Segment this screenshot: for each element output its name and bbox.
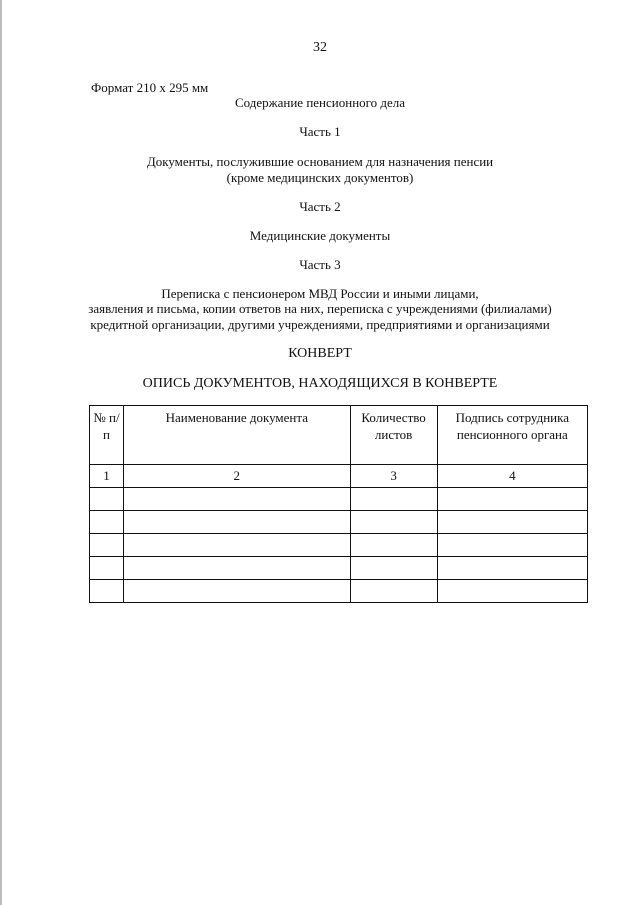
table-row	[90, 488, 588, 511]
table-cell	[124, 557, 350, 580]
table-row	[90, 534, 588, 557]
format-label: Формат 210 х 295 мм	[91, 80, 209, 95]
table-cell	[350, 534, 437, 557]
table-cell	[437, 534, 587, 557]
table-row	[90, 557, 588, 580]
table-cell	[90, 488, 124, 511]
table-cell	[90, 580, 124, 603]
part1-title: Часть 1	[299, 124, 341, 139]
column-number: 3	[350, 465, 437, 488]
table-cell	[350, 511, 437, 534]
table-header-row	[90, 406, 588, 465]
table-cell	[350, 488, 437, 511]
part1-line1: Документы, послужившие основанием для назначения пенсии	[146, 154, 494, 169]
table-cell	[90, 511, 124, 534]
table-cell	[350, 557, 437, 580]
inventory-title: ОПИСЬ ДОКУМЕНТОВ, НАХОДЯЩИХСЯ В КОНВЕРТЕ	[142, 376, 498, 391]
page-number: 32	[313, 40, 327, 55]
dossier-heading: Содержание пенсионного дела	[234, 95, 406, 110]
table-cell	[90, 557, 124, 580]
table-cell	[124, 511, 350, 534]
column-number: 1	[90, 465, 124, 488]
part1-line2: (кроме медицинских документов)	[226, 170, 414, 185]
table-row	[90, 511, 588, 534]
table-cell	[437, 580, 587, 603]
table-cell	[350, 580, 437, 603]
column-number: 4	[437, 465, 587, 488]
table-cell	[124, 534, 350, 557]
envelope-title: КОНВЕРТ	[288, 346, 352, 361]
header-signature: Подпись сотрудника пенсионного органа	[437, 406, 587, 465]
table-cell	[437, 557, 587, 580]
table-cell	[124, 488, 350, 511]
header-document-name: Наименование документа	[124, 406, 350, 465]
table-cell	[124, 580, 350, 603]
part3-line3: кредитной организации, другими учреждениями, предприятиями и организациями	[90, 317, 550, 332]
table-cell	[437, 511, 587, 534]
table-cell	[90, 534, 124, 557]
table-row	[90, 580, 588, 603]
part2-title: Часть 2	[299, 199, 341, 214]
part3-title: Часть 3	[299, 257, 341, 272]
part3-line1: Переписка с пенсионером МВД России и иными лицами,	[161, 286, 479, 301]
column-number-row	[90, 465, 588, 488]
header-sheet-count: Количество листов	[350, 406, 437, 465]
part3-line2: заявления и письма, копии ответов на них, переписка с учреждениями (филиалами)	[88, 301, 552, 316]
inventory-table	[89, 405, 588, 603]
column-number: 2	[124, 465, 350, 488]
part2-line1: Медицинские документы	[249, 228, 391, 243]
table-cell	[437, 488, 587, 511]
header-number: № п/п	[90, 406, 124, 465]
